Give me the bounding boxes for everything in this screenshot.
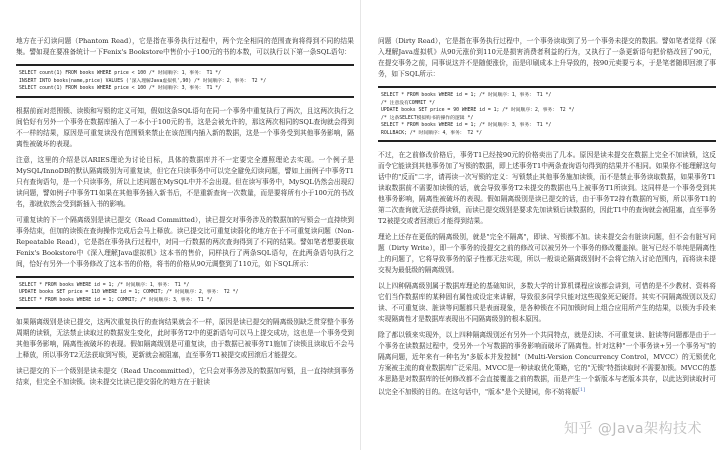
paragraph-range-lock: 根据前面对范围锁、读锁和写锁的定义可知，假如这条SQL语句在同一个事务中重复执行了两次，且这两次执行之间恰好有另外一个事务在数据库插入了一本小于100元的书，这是会被允许的，那这两次相同的SQL查询就会得到不一样的结果，原因是可重复读没有范围锁来禁止在该范围内插入新的数据，这是一个事务受到其他事务影响，隔离性被破坏的表现。	[16, 106, 354, 148]
watermark: 知乎 @Java架构技术	[563, 421, 702, 437]
left-page	[16, 0, 354, 450]
code-line: SELECT count(1) FROM books WHERE price < 100 /* 时间顺序：1，事务： T1 */	[19, 71, 222, 76]
code-line: SELECT * FROM books WHERE id = 1; COMMIT; /* 时间顺序：3，事务： T1 */	[19, 297, 213, 303]
page-gutter	[360, 0, 361, 450]
mvcc-text: 除了都以锁来实现外，以上四种隔离级别还有另外一个共同特点，就是幻读、不可重复读、脏读等问题都是由于一个事务在读数据过程中，受另外一个写数据的事务影响而破坏了隔离性。针对这种"一个事务读+另一个事务写"的隔离问题，近年来有一种名为"多版本并发控制"（Multi-Version Concurrency Control，MVCC）的无锁优化方案被主流的商业数据库广泛采用。MVCC是一种读取优化策略，它的"无锁"特指读取时不需要加锁。MVCC的基本思路是对数据库的任何修改都不会直接覆盖之前的数据，而是产生一个新版本与老版本共存，以此达到读取时可以完全不加锁的目的。在这句话中，"版本"是个关键词，你不妨将版	[378, 331, 716, 397]
code-line: INSERT INTO books(name,price) VALUES ('深入理解Java虚拟机',90) /* 时间顺序：2，事务： T2 */	[19, 78, 267, 84]
code-line: UPDATE books SET price = 90 WHERE id = 1; /* 时间顺序：2，事务： T2 */	[381, 108, 575, 113]
code-block-phantom-read	[16, 64, 354, 98]
paragraph-dirty-write: 理论上还存在更低的隔离级别，就是"完全不隔离"，即读、写锁都不加。读未提交会有脏读问题，但不会有脏写问题（Dirty Write），即一个事务的没提交之前的修改可以被另外一个事务的修改覆盖掉。脏写已经不单纯是隔离性上的问题了，它将导致事务的原子性都无法实现，所以一般谈论隔离级别时不会将它纳入讨论范围内，而将读未提交视为最低级的隔离级别。	[378, 233, 716, 274]
paragraph-mvcc	[378, 330, 716, 398]
citation-link[interactable]: [1]	[578, 387, 586, 393]
paragraph-read-uncommitted: 读已提交的下一个级别是读未提交（Read Uncommitted），它只会对事务涉及的数据加写锁，且一直持续到事务结束，但完全不加读锁。读未提交比读已提交弱化的地方在于脏读	[16, 367, 354, 386]
code-line: SELECT * FROM books WHERE id = 1; /* 时间顺序：1，事务： T1 */	[19, 282, 190, 288]
code-line: SELECT count(1) FROM books WHERE price < 100 /* 时间顺序：3，事务： T1 */	[19, 86, 222, 91]
paragraph-note-innodb: 注意，这里的介绍是以ARIES理论为讨论目标，具体的数据库并不一定要完全遵照理论去实现。一个例子是MySQL/InnoDB的默认隔离级别为可重复读，但它在只读事务中可以完全避免幻读问题，譬如上面例子中事务T1只有查询语句，是一个只读事务，所以上述问题在MySQL中并不会出现。但在读写事务中，MySQL仍然会出现幻读问题，譬如例子中事务T1如果在其他事务插入新书后，不是重新查询一次数量，而是要将所有小于100元的书改名，那就依然会受到新插入书的影响。	[16, 155, 354, 208]
code-line: /* 这条SELECT模拟购书的操作的逻辑 */	[381, 115, 474, 121]
paragraph-read-committed-result: 如果隔离级别是读已提交，这两次重复执行的查询结果就会不一样，原因是读已提交的隔离级别缺乏贯穿整个事务周期的读锁，无法禁止读取过的数据发生变化，此时事务T2中的更新语句可以马上提交成功，这也是一个事务受到其他事务影响，隔离性被破坏的表现。假如隔离级别是可重复读，由于数据已被事务T1施加了读锁且读取后不会马上释放，所以事务T2无法获取到写锁，更新就会被阻塞，直至事务T1被提交或回滚后才能提交。	[16, 318, 354, 359]
paragraph-read-committed: 可重复读的下一个隔离级别是读已提交（Read Committed），读已提交对事务涉及的数据加的写锁会一直持续到事务结束，但加的读锁在查询操作完成后会马上释放。读已提交比可重复读弱化的地方在于不可重复读问题（Non-Repeatable Read），它是指在事务执行过程中，对同一行数据的两次查询得到了不同的结果。譬如笔者想要获取Fenix's Bookstore中《深入理解Java虚拟机》这本书的售价，同样执行了两条SQL语句，在此两条语句执行之间，恰好有另外一个事务修改了这本书的价格，将书的价格从90元调整到了110元，如下SQL所示：	[16, 215, 354, 268]
code-block-non-repeatable-read	[16, 276, 354, 310]
code-block-dirty-read	[378, 86, 716, 142]
paragraph-dirty-read-explained: 不过，在之前修改价格后，事务T1已经按90元的价格卖出了几本。原因是读未提交在数据上完全不加读锁，这反而令它能读到其他事务加了写锁的数据，即上述事务T1中两条查询语句得到的结果并不相同。如果你不能理解这句话中的"反而"二字，请再读一次写锁的定义：写锁禁止其他事务施加读锁，而不是禁止事务读取数据，如果事务T1读取数据前不需要加读锁的话，就会导致事务T2未提交的数据也马上被事务T1所读到。这同样是一个事务受到其他事务影响，隔离性被破坏的表现。假如隔离级别是读已提交的话，由于事务T2持有数据的写锁，所以事务T1的第二次查询就无法获得读锁，而读已提交级别是要求先加读锁后读数据的，因此T1中的查询就会被阻塞，直至事务T2被提交或者回滚后才能得到结果。	[378, 151, 716, 225]
paragraph-phantom-read: 地方在于幻读问题（Phantom Read），它是指在事务执行过程中，两个完全相同的范围查询将得到不同的结果集。譬如现在要准备统计一下Fenix's Bookstore中售价小于100元的书的本数，可以执行以下第一条SQL语句：	[16, 37, 354, 56]
code-line: UPDATE books SET price = 110 WHERE id = 1; COMMIT; /* 时间顺序：2，事务： T2 */	[19, 290, 239, 295]
left-page-text	[16, 36, 354, 393]
right-page-text	[378, 36, 716, 403]
code-line: SELECT * FROM books WHERE id = 1; /* 时间顺序：3，事务： T1 */	[381, 123, 552, 128]
code-line: SELECT * FROM books WHERE id = 1; /* 时间顺序：1，事务： T1 */	[381, 93, 552, 98]
paragraph-four-levels: 以上四种隔离级别属于数据库理论的基础知识，多数大学的计算机课程应该都会讲到，可惜的是不少教材、资料将它们当作数据库的某种固有属性或设定来讲解，导致很多同学只能对这些现象死记硬背。其实不同隔离级别以及幻读、不可重复读、脏读等问题都只是表面现象，是各种锁在不同加锁时间上组合应用所产生的结果，以锁为手段来实现隔离性才是数据库表现出不同隔离级别的根本原因。	[378, 282, 716, 323]
paragraph-dirty-read: 问题（Dirty Read），它是指在事务执行过程中，一个事务读取到了另一个事务未提交的数据。譬如笔者觉得《深入理解Java虚拟机》从90元涨价到110元是损害消费者利益的行为，又执行了一条更新语句把价格改回了90元，在提交事务之前，同事说这并不是随便涨价，而是印刷成本上升导致的，按90元卖要亏本，于是笔者随即回滚了事务，如下SQL所示：	[378, 37, 716, 78]
code-line: ROLLBACK; /* 时间顺序：4，事务： T2 */	[381, 130, 482, 136]
right-page	[378, 0, 716, 450]
code-line: /* 注意没有COMMIT */	[381, 100, 435, 106]
